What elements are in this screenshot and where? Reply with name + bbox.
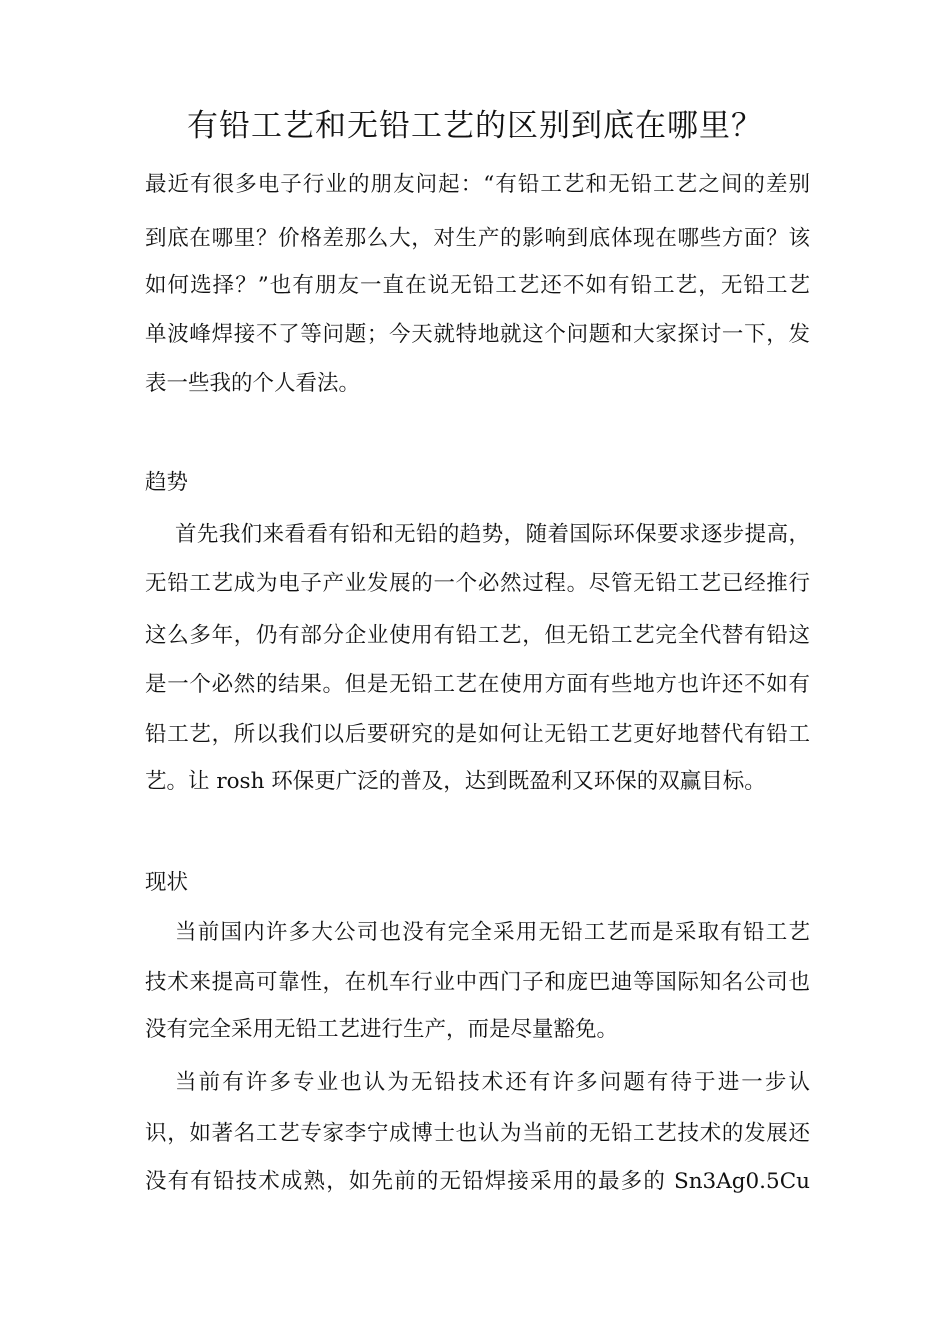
trend-line: 无铅工艺成为电子产业发展的一个必然过程。尽管无铅工艺已经推行 [145,571,810,596]
trend-line: 艺。让 rosh 环保更广泛的普及，达到既盈利又环保的双赢目标。 [145,769,766,794]
intro-line: 单波峰焊接不了等问题；今天就特地就这个问题和大家探讨一下，发 [145,322,810,347]
section-heading-trend: 趋势 [145,470,189,495]
trend-line: 首先我们来看看有铅和无铅的趋势，随着国际环保要求逐步提高， [175,522,810,547]
trend-line: 是一个必然的结果。但是无铅工艺在使用方面有些地方也许还不如有 [145,672,810,697]
document-title: 有铅工艺和无铅工艺的区别到底在哪里？ [187,108,763,144]
trend-line: 铅工艺，所以我们以后要研究的是如何让无铅工艺更好地替代有铅工 [145,722,810,747]
status-line: 没有有铅技术成熟，如先前的无铅焊接采用的最多的 Sn3Ag0.5Cu [145,1169,810,1194]
status-line: 没有完全采用无铅工艺进行生产，而是尽量豁免。 [145,1017,619,1042]
intro-line: 表一些我的个人看法。 [145,371,361,396]
intro-line: 到底在哪里？价格差那么大，对生产的影响到底体现在哪些方面？该 [145,226,810,251]
status-line: 当前有许多专业也认为无铅技术还有许多问题有待于进一步认 [175,1070,810,1095]
status-line: 识，如著名工艺专家李宁成博士也认为当前的无铅工艺技术的发展还 [145,1121,810,1146]
intro-line: 如何选择？”也有朋友一直在说无铅工艺还不如有铅工艺，无铅工艺 [145,273,810,298]
section-heading-status: 现状 [145,870,189,895]
trend-line: 这么多年，仍有部分企业使用有铅工艺，但无铅工艺完全代替有铅这 [145,623,810,648]
status-line: 当前国内许多大公司也没有完全采用无铅工艺而是采取有铅工艺 [175,920,810,945]
intro-line: 最近有很多电子行业的朋友问起：“有铅工艺和无铅工艺之间的差别 [145,172,810,197]
status-line: 技术来提高可靠性，在机车行业中西门子和庞巴迪等国际知名公司也 [145,970,810,995]
